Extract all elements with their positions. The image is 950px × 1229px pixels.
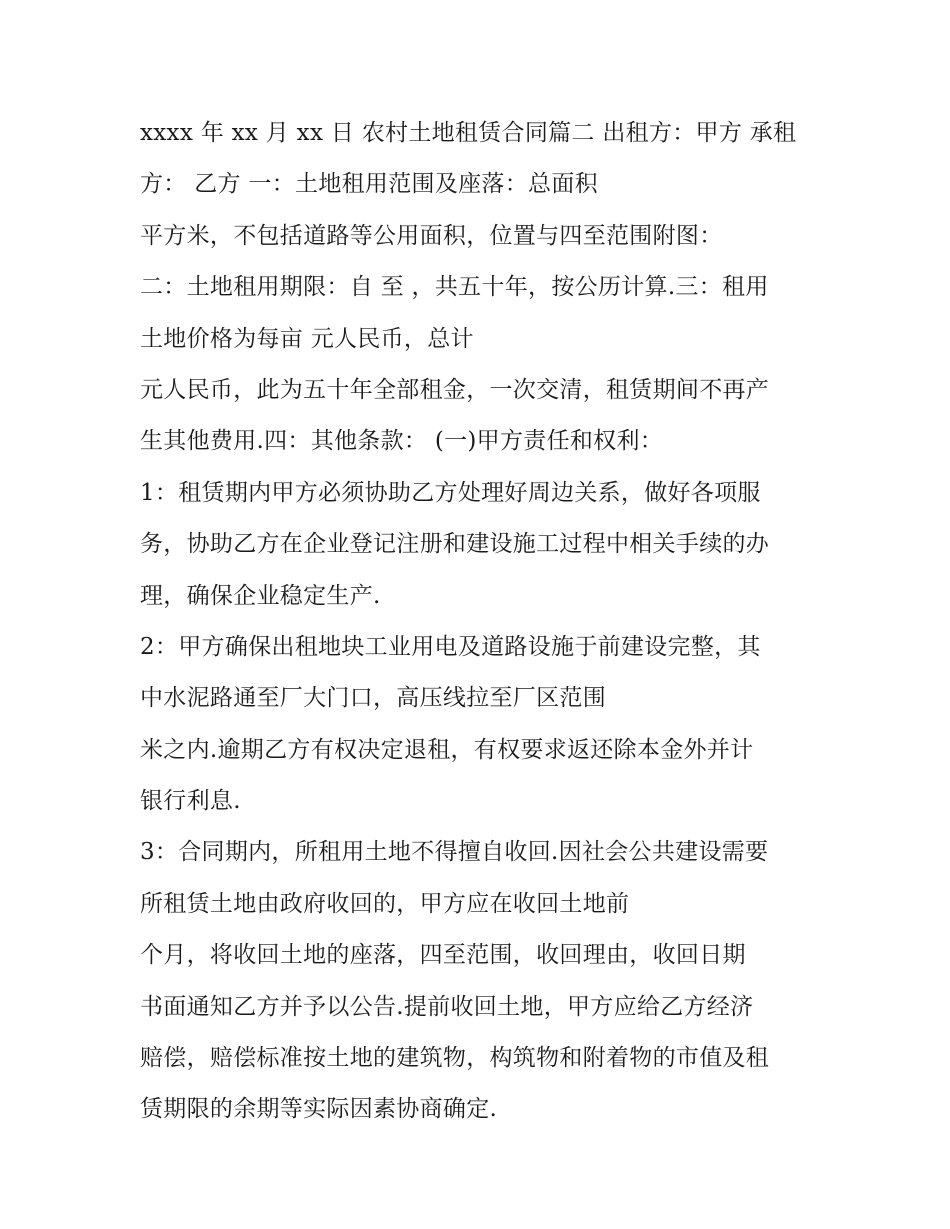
text-line-4: 二：土地租用期限：自 至 ，共五十年，按公历计算.三：租用 — [140, 274, 769, 301]
text-line-1: xxxx 年 xx 月 xx 日 农村土地租赁合同篇二 出租方：甲方 承租 — [140, 120, 797, 146]
text-line-2: 方： 乙方 一：土地租用范围及座落：总面积 — [140, 171, 598, 198]
text-line-15: 3：合同期内，所租用土地不得擅自收回.因社会公共建设需要 — [140, 839, 769, 866]
contract-text — [140, 108, 830, 1136]
text-line-12: 中水泥路通至厂大门口，高压线拉至厂区范围 — [140, 685, 606, 712]
text-line-8: 1：租赁期内甲方必须协助乙方处理好周边关系，做好各项服 — [140, 479, 761, 506]
text-line-9: 务，协助乙方在企业登记注册和建设施工过程中相关手续的办 — [140, 531, 770, 558]
text-line-3: 平方米，不包括道路等公用面积，位置与四至范围附图： — [140, 222, 723, 249]
text-line-13: 米之内.逾期乙方有权决定退租，有权要求返还除本金外并计 — [140, 736, 754, 763]
text-line-20: 赁期限的余期等实际因素协商确定. — [140, 1096, 498, 1123]
text-line-6: 元人民币，此为五十年全部租金，一次交清，租赁期间不再产 — [140, 376, 770, 403]
text-line-18: 书面通知乙方并予以公告.提前收回土地，甲方应给乙方经济 — [140, 993, 754, 1020]
text-line-14: 银行利息. — [140, 788, 241, 815]
text-line-11: 2：甲方确保出租地块工业用电及道路设施于前建设完整，其 — [140, 633, 761, 660]
text-line-5: 土地价格为每亩 元人民币，总计 — [140, 325, 474, 352]
text-line-7: 生其他费用.四：其他条款： (一)甲方责任和权利： — [140, 428, 664, 455]
text-line-17: 个月，将收回土地的座落，四至范围，收回理由，收回日期 — [140, 942, 746, 969]
text-line-10: 理，确保企业稳定生产. — [140, 582, 381, 609]
text-line-16: 所租赁土地由政府收回的，甲方应在收回土地前 — [140, 890, 630, 917]
text-line-19: 赔偿，赔偿标准按土地的建筑物，构筑物和附着物的市值及租 — [140, 1045, 770, 1072]
